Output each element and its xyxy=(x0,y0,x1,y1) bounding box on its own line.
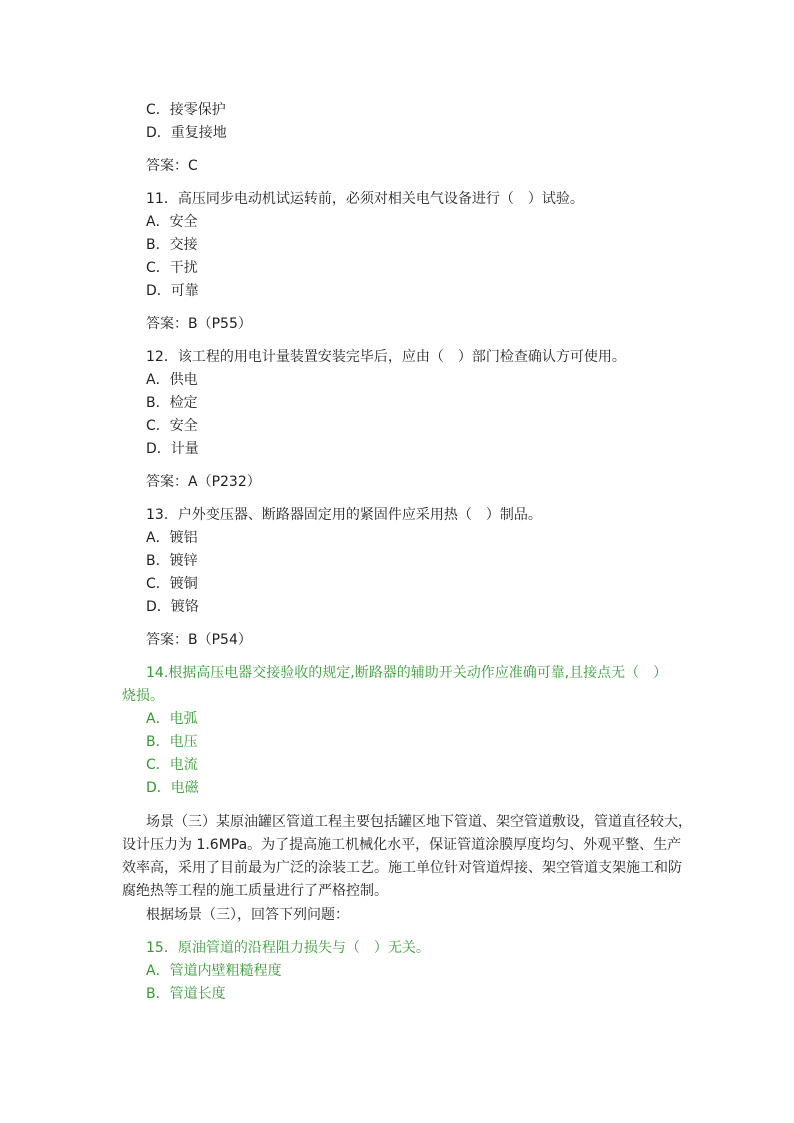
q15-option-a: A．管道内壁粗糙程度 xyxy=(146,963,282,979)
q13-option-b: B．镀锌 xyxy=(146,553,198,569)
q13-question: 13．户外变压器、断路器固定用的紧固件应采用热（ ）制品。 xyxy=(146,507,542,523)
q14-question-line2: 烧损。 xyxy=(122,688,164,704)
q13-answer: 答案：B（P54） xyxy=(146,632,252,648)
q14-option-b: B．电压 xyxy=(146,734,198,750)
q15-question: 15．原油管道的沿程阻力损失与（ ）无关。 xyxy=(146,940,430,956)
q11-option-d: D．可靠 xyxy=(146,283,199,299)
q13-option-c: C．镀铜 xyxy=(146,576,198,592)
q11-question: 11．高压同步电动机试运转前，必须对相关电气设备进行（ ）试验。 xyxy=(146,191,584,207)
q14-option-a: A．电弧 xyxy=(146,711,198,727)
q12-option-a: A．供电 xyxy=(146,372,198,388)
scenario-line4: 腐绝热等工程的施工质量进行了严格控制。 xyxy=(122,883,388,899)
scenario-line2: 设计压力为 1.6MPa。为了提高施工机械化水平，保证管道涂膜厚度均匀、外观平整、生产 xyxy=(122,837,682,853)
q12-answer: 答案：A（P232） xyxy=(146,474,261,490)
q10-option-c: C．接零保护 xyxy=(146,102,226,118)
q13-option-d: D．镀铬 xyxy=(146,599,199,615)
q12-option-d: D．计量 xyxy=(146,441,199,457)
q14-option-d: D．电磁 xyxy=(146,780,199,796)
q11-option-c: C．干扰 xyxy=(146,260,198,276)
q15-option-b: B．管道长度 xyxy=(146,986,226,1002)
scenario-prompt: 根据场景（三），回答下列问题： xyxy=(146,907,349,923)
scenario-line1: 场景（三）某原油罐区管道工程主要包括罐区地下管道、架空管道敷设，管道直径较大， xyxy=(146,814,692,830)
q12-question: 12．该工程的用电计量装置安装完毕后，应由（ ）部门检查确认方可使用。 xyxy=(146,349,626,365)
q10-option-d: D．重复接地 xyxy=(146,125,227,141)
q14-option-c: C．电流 xyxy=(146,757,198,773)
q12-option-c: C．安全 xyxy=(146,418,198,434)
q12-option-b: B．检定 xyxy=(146,395,198,411)
q10-answer: 答案：C xyxy=(146,158,198,174)
q13-option-a: A．镀铝 xyxy=(146,530,198,546)
q11-option-b: B．交接 xyxy=(146,237,198,253)
scenario-line3: 效率高，采用了目前最为广泛的涂装工艺。施工单位针对管道焊接、架空管道支架施工和防 xyxy=(122,860,682,876)
q11-answer: 答案：B（P55） xyxy=(146,316,252,332)
q11-option-a: A．安全 xyxy=(146,214,198,230)
q14-question-line1: 14.根据高压电器交接验收的规定,断路器的辅助开关动作应准确可靠,且接点无（ ） xyxy=(146,665,668,681)
